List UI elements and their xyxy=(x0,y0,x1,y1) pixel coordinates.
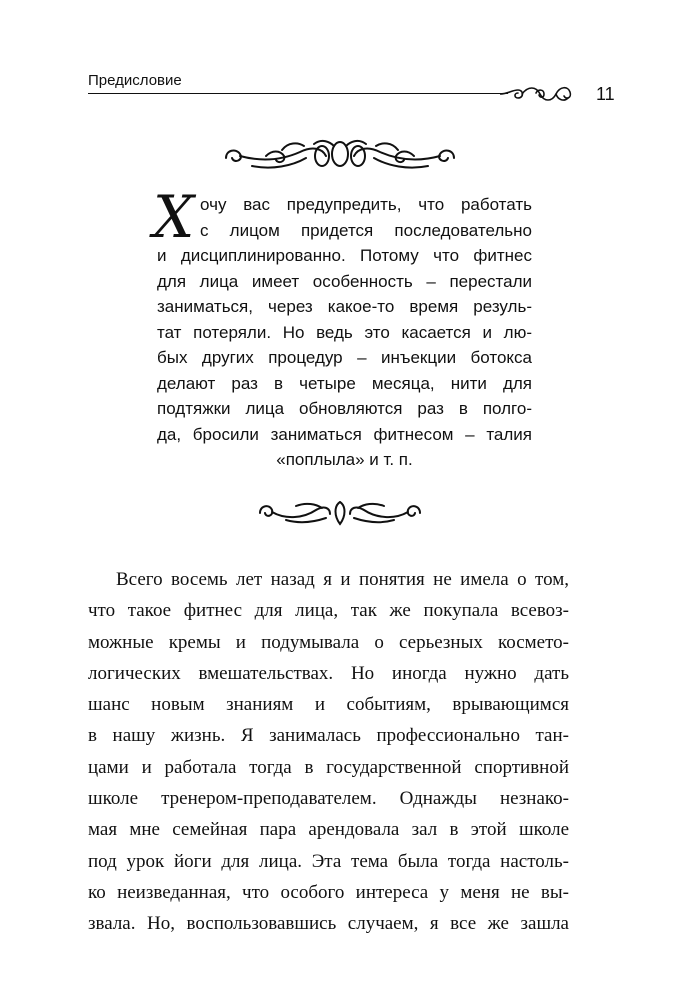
callout-block xyxy=(153,183,532,473)
callout-line: бых других процедур – инъекции ботокса xyxy=(157,348,532,367)
header-flourish-icon xyxy=(500,80,580,108)
body-line: школе тренером-преподавателем. Однажды незнако- xyxy=(88,788,569,810)
callout-line: да, бросили заниматься фитнесом – талия xyxy=(157,424,532,444)
body-paragraph xyxy=(88,564,569,940)
body-line: звала. Но, воспользовавшись случаем, я все же зашла xyxy=(88,913,569,935)
header-rule xyxy=(88,93,508,94)
callout-line: делают раз в четыре месяца, нити для xyxy=(157,373,532,393)
callout-line: «поплыла» и т. п. xyxy=(276,450,413,469)
running-title: Предисловие xyxy=(88,72,182,89)
body-line: Всего восемь лет назад я и понятия не имела о том, xyxy=(116,569,569,590)
callout-line: подтяжки лица обновляются раз в полго- xyxy=(157,399,532,418)
body-line: можные кремы и подумывала о серьезных космето- xyxy=(88,631,569,653)
body-line: что такое фитнес для лица, так же покупала всевоз- xyxy=(88,600,569,622)
callout-line: заниматься, через какое-то время резуль- xyxy=(157,297,532,316)
top-ornament-icon xyxy=(222,136,458,176)
page-number: 11 xyxy=(596,84,615,104)
callout-line: с лицом придется последовательно xyxy=(200,220,532,240)
callout-line: очу вас предупредить, что работать xyxy=(200,195,532,214)
body-line: ко неизведанная, что особого интереса у меня не вы- xyxy=(88,881,569,903)
body-line: под урок йоги для лица. Эта тема была тогда настоль- xyxy=(88,850,569,872)
drop-cap: Х xyxy=(153,183,195,251)
body-line: цами и работала тогда в государственной спортивной xyxy=(88,756,569,778)
body-line: в нашу жизнь. Я занималась профессионально тан- xyxy=(88,725,569,747)
callout-line: и дисциплинированно. Потому что фитнес xyxy=(157,246,532,265)
body-line: мая мне семейная пара арендовала зал в этой школе xyxy=(88,819,569,841)
body-line: шанс новым знаниям и событиям, врывающимся xyxy=(88,694,569,716)
bottom-ornament-icon xyxy=(256,496,424,530)
callout-line: для лица имеет особенность – перестали xyxy=(157,271,532,291)
body-line: логических вмешательствах. Но иногда нужно дать xyxy=(88,662,569,684)
callout-line: тат потеряли. Но ведь это касается и лю- xyxy=(157,322,532,342)
